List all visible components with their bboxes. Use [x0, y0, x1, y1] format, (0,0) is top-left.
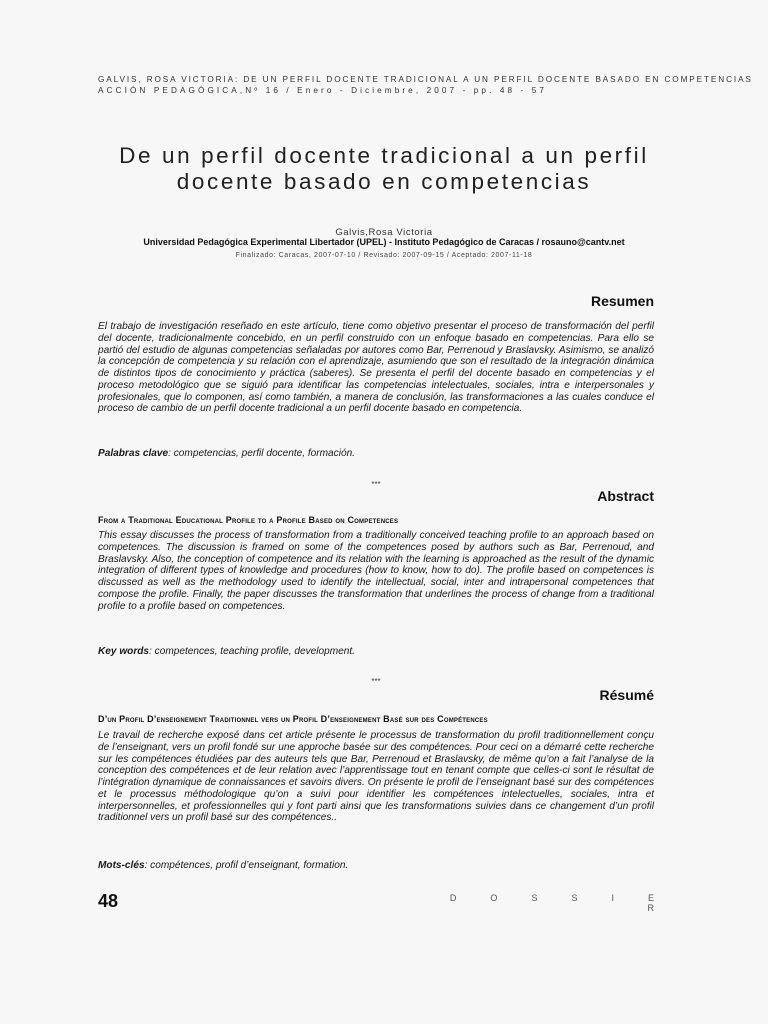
section-letter: I [611, 893, 614, 903]
running-header-author-title: GALVIS, ROSA VICTORIA: DE UN PERFIL DOCENTE TRADICIONAL A UN PERFIL DOCENTE BASADO EN COMPETENCIAS [98, 75, 753, 84]
resume-keywords [98, 860, 654, 871]
abstract-english-title: From a Traditional Educational Profile to a Profile Based on Competences [98, 515, 399, 525]
section-letter: D [449, 893, 457, 903]
resume-keywords-label: Mots-clés [98, 860, 145, 871]
resume-heading: Résumé [599, 687, 654, 703]
section-letter: S [531, 893, 538, 903]
section-letter: S [571, 893, 578, 903]
section-letter: R [647, 903, 654, 913]
article-title-line-1: De un perfil docente tradicional a un perfil [119, 143, 649, 168]
abstract-keywords [98, 646, 654, 657]
resume-text: Le travail de recherche exposé dans cet article présente le processus de transformation du profil traditionnellement conçu de l’enseignant, vers un profil fondé sur une approche basée sur des compétences. Pour ceci on a démarré cette recherche sur les compétences étudiées par des auteurs tels que Bar, Perrenoud et Braslavsky, de même qu’on a fait l’analyse de la conception des compétences et de leur relation avec l’apprentissage tout en tenant compte que celles-ci sont le résultat de l’intégration dynamique de connaissances et savoirs divers. On présente le profil de l’enseignant basé sur des compétences et le processus méthodologique qu’on a suivi pour identifier les compétences intelectuelles, sociales, intra et interpersonnelles, et professionnelles qui y font parti ainsi que les transformations suivies dans ce changement d’un profil traditionnel vers un profil basé sur des compétences.. [98, 730, 654, 824]
section-letter: O [490, 893, 498, 903]
page-number: 48 [98, 891, 119, 911]
article-dates: Finalizado: Caracas, 2007-07-10 / Revisado: 2007-09-15 / Aceptado: 2007-11-18 [235, 252, 533, 259]
author-affiliation: Universidad Pedagógica Experimental Libertador (UPEL) - Instituto Pedagógico de Caracas / rosauno@cantv.net [143, 237, 625, 247]
author-name: Galvis,Rosa Victoria [335, 227, 433, 238]
section-tag-dossier [380, 893, 654, 913]
article-title-line-2: docente basado en competencias [176, 169, 592, 194]
article-title [60, 143, 708, 195]
resumen-keywords [98, 448, 654, 459]
resumen-text: El trabajo de investigación reseñado en este artículo, tiene como objetivo presentar el proceso de transformación del perfil del docente, tradicionalmente concebido, en un perfil construido con un enfoque basado en competencias. Para ello se partió del estudio de algunas competencias señaladas por autores como Bar, Perrenoud y Braslavsky. Asimismo, se analizó la concepción de competencia y su relación con el aprendizaje, asumiendo que son el resultado de la integración dinámica de distintos tipos de conocimiento y práctica (saberes). Se presenta el perfil del docente basado en competencias y el proceso metodológico que se siguió para identificar las competencias intelectuales, sociales, intra e interpersonales y profesionales, que lo componen, así como también, a manera de conclusión, las transformaciones a las cuales conduce el proceso de cambio de un perfil docente tradicional a un perfil docente basado en competencia. [98, 321, 654, 415]
abstract-heading: Abstract [597, 488, 654, 504]
section-separator: *** [371, 677, 381, 686]
abstract-keywords-label: Key words [98, 646, 150, 657]
resumen-heading: Resumen [590, 293, 654, 309]
section-letter: E [647, 893, 654, 903]
section-separator: *** [371, 480, 381, 489]
resumen-keywords-values: : competencias, perfil docente, formación. [168, 448, 355, 459]
abstract-text: This essay discusses the process of transformation from a traditionally conceived teaching profile to an approach based on competences. The discussion is framed on some of the competences posed by authors such as Bar, Perrenoud, and Braslavsky. Also, the conception of competence and its relation with the learning is approached as the result of the dynamic integration of different types of knowledge and procedures (how to know, how to do). The profile based on competences is discussed as well as the methodology used to identify the intellectual, social, inter and intrapersonal competences that compose the profile. Finally, the paper discusses the transformation that underlines the process of change from a traditional profile to a profile based on competences. [98, 530, 654, 612]
resumen-keywords-label: Palabras clave [98, 448, 169, 459]
abstract-keywords-values: : competences, teaching profile, development. [149, 646, 355, 657]
resume-french-title: D’un Profil D’enseignement Traditionnel vers un Profil D’enseignement Basé sur des Compétences [98, 714, 488, 724]
resume-keywords-values: : compétences, profil d’enseignant, formation. [144, 860, 349, 871]
running-header-journal: ACCIÓN PEDAGÓGICA,Nº 16 / Enero - Diciembre, 2007 - pp. 48 - 57 [98, 86, 548, 95]
